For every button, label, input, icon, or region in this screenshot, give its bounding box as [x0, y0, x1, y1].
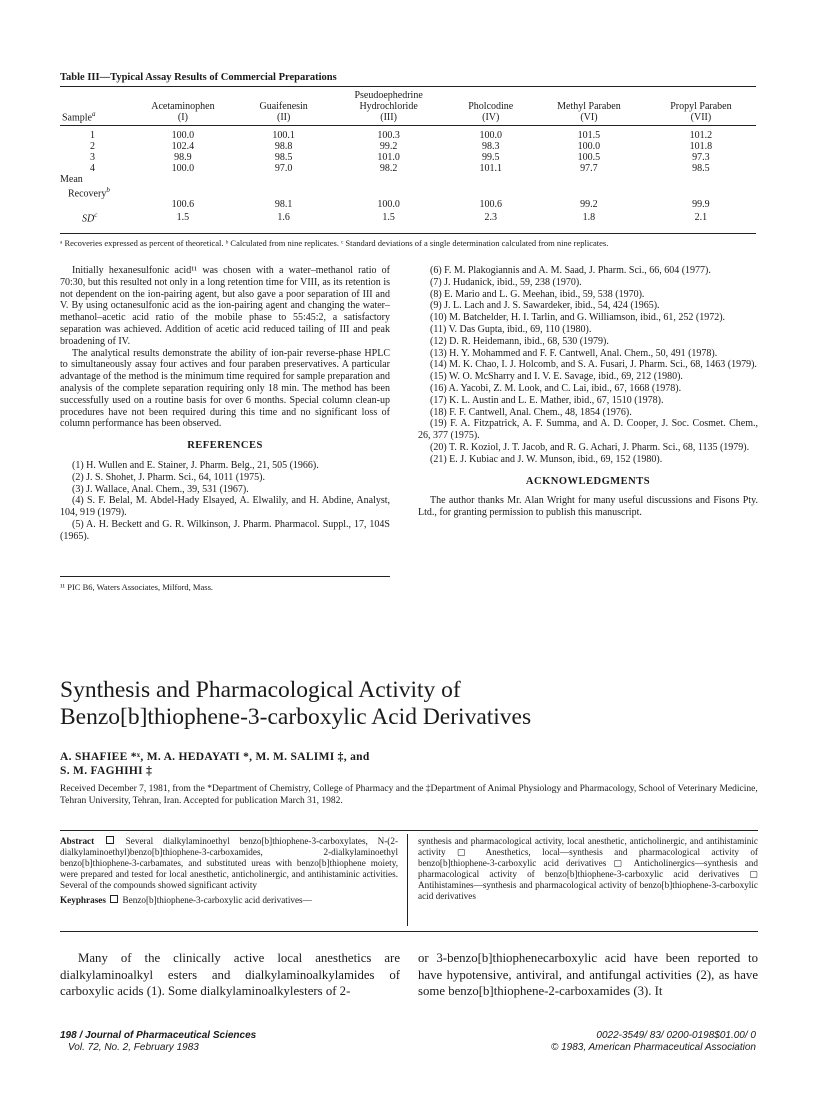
reference-item: (10) M. Batchelder, H. I. Tarlin, and G. Williamson, ibid., 61, 252 (1972).: [430, 312, 726, 324]
row-label: 4: [90, 163, 95, 174]
paragraph: Initially hexanesulfonic acid¹¹ was chosen with a water–methanol ratio of 70:30, but this resulted not only in a long retention time for VIII, as its retention is not dependent on the ion-pairing agent, but also gave a poor separation of III and V. By using octanesulfonic acid as the ion-pairing agent and changing the water–methanol–acetic acid ratio of the mobile phase to 55:45:2, a satisfactory separation was achieved. Addition of acetic acid reduced tailing of III and peak broadening of IV.: [60, 265, 390, 347]
table-cell: 98.2: [379, 163, 398, 174]
abstract-left: [60, 836, 398, 906]
table-cell: 97.7: [580, 163, 598, 174]
reference-item: (8) E. Mario and L. G. Meehan, ibid., 59, 538 (1970).: [430, 288, 645, 300]
table-cell: 99.5: [482, 152, 500, 163]
table-cell: 101.5: [577, 130, 601, 141]
keyphrases-label: Keyphrases: [60, 895, 106, 905]
abstract-divider: [407, 834, 408, 926]
abstract-right: synthesis and pharmacological activity, local anesthetic, anticholinergic, and antihistaminic activity ▢ Anesthetics, local—synthesis and pharmacological activity of benzo[b]thiophene-3-carboxylic acid derivatives ▢ Anticholinergics—synthesis and pharmacological activity of benzo[b]thiophene-3-carboxylic acid derivatives ▢ Antihistamines—synthesis and pharmacological activity of benzo[b]thiophene-3-carboxylic acid derivatives: [418, 836, 758, 901]
reference-item: (2) J. S. Shohet, J. Pharm. Sci., 64, 1011 (1975).: [72, 471, 265, 483]
reference-item: (16) A. Yacobi, Z. M. Look, and C. Lai, ibid., 67, 1668 (1978).: [430, 382, 682, 394]
reference-item: (1) H. Wullen and E. Stainer, J. Pharm. Belg., 21, 505 (1966).: [72, 459, 319, 471]
reference-item: (4) S. F. Belal, M. Abdel-Hady Elsayed, A. Elwalily, and H. Abdine, Analyst, 104, 919 (1979).: [60, 495, 390, 519]
mean-cell: 100.0: [377, 199, 400, 211]
references-heading: REFERENCES: [187, 440, 263, 452]
acknowledgments-heading: ACKNOWLEDGMENTS: [525, 475, 651, 487]
copyright-line: © 1983, American Pharmaceutical Association: [550, 1042, 756, 1053]
table-cell: 97.0: [274, 163, 293, 174]
table-cell: 101.1: [479, 163, 502, 174]
table-top-rule: [60, 86, 756, 87]
abstract-text: Several dialkylaminoethyl benzo[b]thiophene-3-carboxylates, N-(2-dialkylaminoethyl)benzo[b]thiophene-3-carboxamides, 2-dialkylaminoethyl benzo[b]thiophene-3-carbamates, and substituted ureas with benzo[b]thiophene moiety, were prepared and tested for local anesthetic, anticholinergic, and antihistaminic activities. Several of the compounds showed significant activity: [60, 836, 398, 890]
table-cell: 100.0: [171, 163, 195, 174]
square-bullet-icon: [106, 836, 114, 844]
references-list-left: [60, 460, 390, 543]
table-cell: 98.3: [482, 141, 500, 152]
sd-cell: 2.1: [694, 211, 708, 223]
header-col-2: Guaifenesin (II): [259, 101, 308, 123]
authors: [60, 750, 560, 778]
mean-cell: 100.6: [171, 199, 195, 211]
table-cell: 100.5: [577, 152, 601, 163]
reference-item: (12) D. R. Heidemann, ibid., 68, 530 (1979).: [430, 335, 609, 347]
sd-cell: 1.5: [382, 211, 395, 223]
table-cell: 100.1: [272, 130, 295, 141]
header-col-6: Propyl Paraben (VII): [670, 101, 732, 123]
body-text-right: or 3-benzo[b]thiophenecarboxylic acid have been reported to have hypotensive, antiviral, and antifungal activities (2), as have some benzo[b]thiophene-2-carboxamides (3). It: [418, 951, 758, 998]
abstract-label: Abstract: [60, 836, 95, 846]
reference-item: (11) V. Das Gupta, ibid., 69, 110 (1980).: [430, 323, 592, 335]
table-cell: 101.8: [689, 141, 713, 152]
table-cell: 99.2: [379, 141, 398, 152]
mean-cell: 99.9: [692, 199, 710, 211]
header-col-3: Pseudoephedrine Hydrochloride (III): [354, 90, 423, 123]
table-cell: 101.0: [377, 152, 400, 163]
body-text-left: Many of the clinically active local anesthetics are dialkylaminoalkyl esters and dialkylaminoalkylamides of carboxylic acids (1). Some dialkylaminoalkylesters of 2-: [60, 951, 400, 998]
article-title: [60, 677, 760, 731]
reference-item: (21) E. J. Kubiac and J. W. Munson, ibid., 69, 152 (1980).: [430, 453, 663, 465]
mean-cell: 98.1: [274, 199, 293, 211]
reference-item: (17) K. L. Austin and L. E. Mather, ibid., 67, 1510 (1978).: [430, 394, 664, 406]
right-column: [418, 265, 758, 519]
reference-item: (20) T. R. Koziol, J. T. Jacob, and R. G. Achari, J. Pharm. Sci., 68, 1135 (1979).: [430, 441, 750, 453]
left-footnote: ¹¹ PIC B6, Waters Associates, Milford, Mass.: [60, 582, 213, 592]
sd-cell: 1.8: [582, 211, 596, 223]
sd-cell: 1.6: [277, 211, 290, 223]
authors-line: A. SHAFIEE *ˣ, M. A. HEDAYATI *, M. M. SALIMI ‡, and: [60, 751, 370, 763]
table-cell: 98.5: [274, 152, 293, 163]
sd-cell: 1.5: [176, 211, 190, 223]
sd-row: [60, 210, 756, 224]
issn-line: 0022-3549/ 83/ 0200-0198$01.00/ 0: [596, 1030, 756, 1041]
table-row: [60, 163, 756, 174]
received-line: Received December 7, 1981, from the *Department of Chemistry, College of Pharmacy and the ‡Department of Animal Physiology and Pharmacology, School of Veterinary Medicine, Tehran University, Tehran, Iran. Accepted for publication March 31, 1982.: [60, 784, 758, 806]
table-cell: 98.8: [274, 141, 293, 152]
title-line: Synthesis and Pharmacological Activity of: [60, 677, 461, 703]
table-cell: 100.0: [171, 130, 195, 141]
header-col-5: Methyl Paraben (VI): [557, 101, 621, 123]
header-col-4: Pholcodine (IV): [468, 101, 514, 123]
table-cell: 100.3: [377, 130, 400, 141]
page-footer-left: [60, 1030, 256, 1054]
row-label: 2: [90, 141, 95, 152]
footnote-rule: [60, 576, 390, 577]
table-title: Table III—Typical Assay Results of Commercial Preparations: [60, 72, 337, 83]
table-cell: 100.0: [479, 130, 502, 141]
square-bullet-icon: [110, 895, 118, 903]
table-footnote: ᵃ Recoveries expressed as percent of theoretical. ᵇ Calculated from nine replicates. ᶜ Standard deviations of a single determination calculated from nine replicates.: [60, 238, 609, 248]
mean-label: Mean Recovery$^b$: [60, 174, 110, 200]
mean-cell: 100.6: [479, 199, 502, 211]
table-cell: 98.9: [174, 152, 192, 163]
issue-line: Vol. 72, No. 2, February 1983: [68, 1042, 199, 1053]
page-footer-right: [551, 1030, 756, 1054]
sd-label: $SD^c$: [82, 211, 98, 225]
table-row: [60, 141, 756, 152]
paragraph: The analytical results demonstrate the ability of ion-pair reverse-phase HPLC to simultaneously assay four actives and four paraben preservatives. A particular advantage of the method is the minimum time required for sample preparation and analysis of the complete separation requiring only 18 min. The method has been successfully used on a routine basis for over 6 months. Special column clean-up procedures have not been required during this time and no significant loss of column performance has been observed.: [60, 347, 390, 430]
acknowledgments-text: The author thanks Mr. Alan Wright for many useful discussions and Fisons Pty. Ltd., for granting permission to publish this manuscript.: [418, 495, 758, 519]
table-row: [60, 130, 756, 141]
row-label: 1: [90, 130, 95, 141]
journal-line: 198 / Journal of Pharmaceutical Sciences: [60, 1030, 257, 1041]
reference-item: (13) H. Y. Mohammed and F. F. Cantwell, Anal. Chem., 50, 491 (1978).: [430, 347, 718, 359]
table-cell: 98.5: [692, 163, 710, 174]
reference-item: (3) J. Wallace, Anal. Chem., 39, 531 (1967).: [72, 483, 249, 495]
reference-item: (7) J. Hudanick, ibid., 59, 238 (1970).: [430, 276, 582, 288]
table-cell: 102.4: [171, 141, 195, 152]
table-cell: 101.2: [689, 130, 713, 141]
mean-label-row: [60, 174, 756, 199]
row-label: 3: [90, 152, 95, 163]
header-col-1: Acetaminophen (I): [151, 101, 215, 123]
reference-item: (5) A. H. Beckett and G. R. Wilkinson, J. Pharm. Pharmacol. Suppl., 17, 104S (1965).: [60, 518, 390, 542]
reference-item: (6) F. M. Plakogiannis and A. M. Saad, J. Pharm. Sci., 66, 604 (1977).: [430, 265, 711, 276]
reference-item: (15) W. O. McSharry and I. V. E. Savage, ibid., 69, 212 (1980).: [430, 371, 683, 383]
keyphrases-text: Benzo[b]thiophene-3-carboxylic acid derivatives—: [122, 895, 312, 905]
assay-table: [60, 90, 756, 225]
table-bottom-rule: [60, 233, 756, 234]
left-column: [60, 265, 390, 543]
sd-cell: 2.3: [484, 211, 497, 223]
reference-item: (9) J. L. Lach and J. S. Sawardeker, ibid., 54, 424 (1965).: [430, 300, 660, 312]
table-cell: 100.0: [577, 141, 601, 152]
table-row: [60, 152, 756, 163]
authors-line: S. M. FAGHIHI ‡: [60, 765, 153, 777]
mean-cell: 99.2: [580, 199, 598, 211]
table-cell: 97.3: [692, 152, 710, 163]
reference-item: (19) F. A. Fitzpatrick, A. F. Summa, and A. D. Cooper, J. Soc. Cosmet. Chem., 26, 377 (1975).: [418, 418, 758, 442]
reference-item: (18) F. F. Cantwell, Anal. Chem., 48, 1854 (1976).: [430, 406, 632, 418]
reference-item: (14) M. K. Chao, I. J. Holcomb, and S. A. Fusari, J. Pharm. Sci., 68, 1463 (1979).: [430, 359, 757, 371]
title-line: Benzo[b]thiophene-3-carboxylic Acid Derivatives: [60, 704, 532, 730]
table-header-row: [60, 90, 756, 126]
mean-row: [60, 199, 756, 210]
header-sample: Sample$^a$: [62, 109, 96, 123]
